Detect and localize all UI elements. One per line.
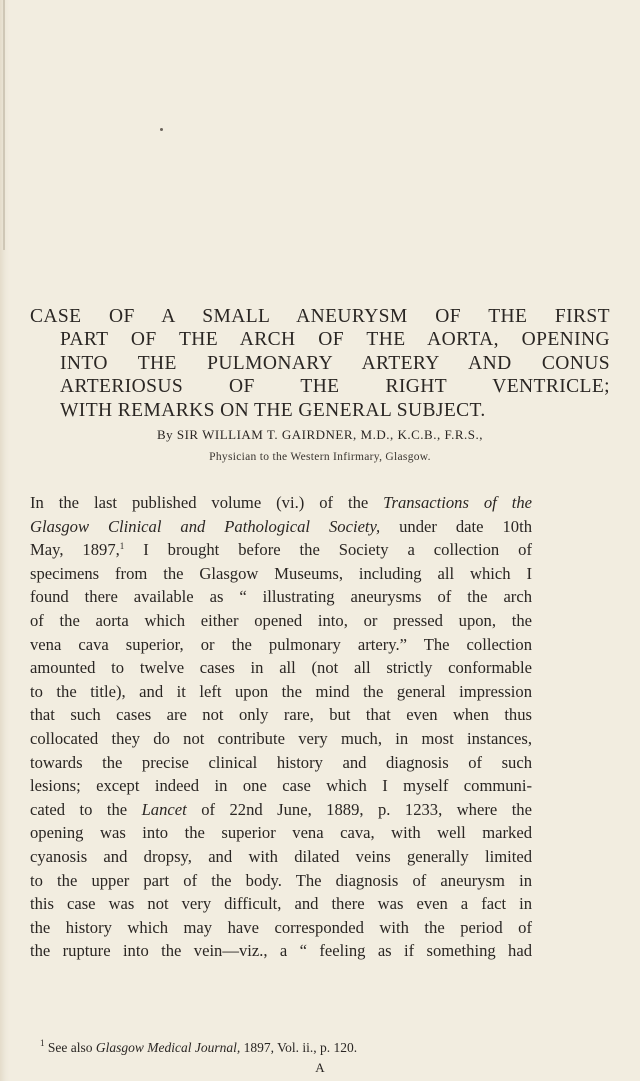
body-text-run: collocated they do not contribute very much, in most instances, bbox=[30, 728, 532, 748]
page-binding-edge bbox=[0, 0, 10, 1081]
body-line bbox=[30, 727, 532, 751]
body-text-run: specimens from the Glasgow Museums, including all which I bbox=[30, 563, 532, 583]
body-line bbox=[30, 491, 532, 515]
body-text-run: the history which may have corresponded with the period of bbox=[30, 917, 532, 937]
footnote-journal: Glasgow Medical Journal, bbox=[95, 1040, 241, 1055]
author-byline: By SIR WILLIAM T. GAIRDNER, M.D., K.C.B., F.R.S., bbox=[156, 427, 484, 442]
body-line bbox=[30, 609, 532, 633]
italic-text: Transactions of the bbox=[383, 493, 532, 512]
body-line bbox=[30, 892, 532, 916]
body-text-run: to the upper part of the body. The diagnosis of aneurysm in bbox=[30, 870, 532, 890]
title-line: INTO THE PULMONARY ARTERY AND CONUS bbox=[60, 352, 610, 374]
footnote bbox=[40, 1040, 357, 1056]
body-text-run: In the last published volume (vi.) of the bbox=[30, 493, 384, 512]
body-line bbox=[30, 774, 532, 798]
footnote-prefix: See also bbox=[44, 1040, 96, 1055]
body-line bbox=[30, 515, 532, 539]
body-text-run: found there available as “ illustrating aneurysms of the arch bbox=[30, 587, 532, 607]
article-body bbox=[30, 491, 532, 963]
footnote-reference: 1 bbox=[119, 541, 125, 552]
footnote-suffix: 1897, Vol. ii., p. 120. bbox=[240, 1040, 358, 1055]
title-line: CASE OF A SMALL ANEURYSM OF THE FIRST bbox=[30, 306, 610, 327]
body-line bbox=[30, 703, 532, 727]
body-line bbox=[30, 798, 532, 822]
body-line bbox=[30, 869, 532, 893]
body-text-run: to the title), and it left upon the mind the general impression bbox=[30, 681, 532, 701]
italic-text: Lancet bbox=[141, 799, 187, 819]
body-text-run: the rupture into the vein—viz., a “ feeling as if something had bbox=[30, 941, 532, 961]
title-line: WITH REMARKS ON THE GENERAL SUBJECT. bbox=[60, 399, 486, 421]
title-line: ARTERIOSUS OF THE RIGHT VENTRICLE; bbox=[60, 376, 610, 398]
body-line bbox=[30, 916, 532, 940]
paper-speck bbox=[160, 128, 163, 131]
footnote-marker: 1 bbox=[40, 1038, 45, 1048]
body-text-run: this case was not very difficult, and there was even a fact in bbox=[30, 894, 532, 914]
title-line: PART OF THE ARCH OF THE AORTA, OPENING bbox=[60, 329, 610, 351]
body-text-run: of 22nd June, 1889, p. 1233, where the bbox=[186, 799, 532, 819]
body-line bbox=[30, 538, 532, 562]
body-line bbox=[30, 633, 532, 657]
body-text-run: under date 10th bbox=[380, 516, 532, 536]
body-line bbox=[30, 751, 532, 775]
body-text-run: cated to the bbox=[30, 799, 142, 819]
body-line bbox=[30, 562, 532, 586]
signature-mark: A bbox=[315, 1060, 325, 1075]
body-line bbox=[30, 821, 532, 845]
body-text-run: lesions; except indeed in one case which I myself communi- bbox=[30, 776, 532, 796]
body-text-run: amounted to twelve cases in all (not all strictly conformable bbox=[30, 658, 532, 678]
body-line bbox=[30, 585, 532, 609]
body-line bbox=[30, 939, 532, 963]
body-text-run: cyanosis and dropsy, and with dilated veins generally limited bbox=[30, 846, 532, 866]
body-text-run: May, 1897, bbox=[30, 540, 120, 560]
binding-shadow-line bbox=[3, 0, 5, 250]
body-line bbox=[30, 680, 532, 704]
author-affiliation: Physician to the Western Infirmary, Glasgow. bbox=[209, 451, 431, 463]
body-line bbox=[30, 656, 532, 680]
body-text-run: that such cases are not only rare, but that even when thus bbox=[30, 705, 532, 725]
body-text-run: towards the precise clinical history and diagnosis of such bbox=[30, 752, 532, 772]
body-text-run: of the aorta which either opened into, or pressed upon, the bbox=[30, 610, 532, 630]
body-text-run: I brought before the Society a collection of bbox=[124, 540, 532, 560]
body-text-run: opening was into the superior vena cava, with well marked bbox=[30, 823, 532, 843]
italic-text: Glasgow Clinical and Pathological Society, bbox=[30, 516, 381, 536]
body-line bbox=[30, 845, 532, 869]
article-title bbox=[30, 305, 610, 422]
body-text-run: vena cava superior, or the pulmonary artery.” The collection bbox=[30, 634, 532, 654]
